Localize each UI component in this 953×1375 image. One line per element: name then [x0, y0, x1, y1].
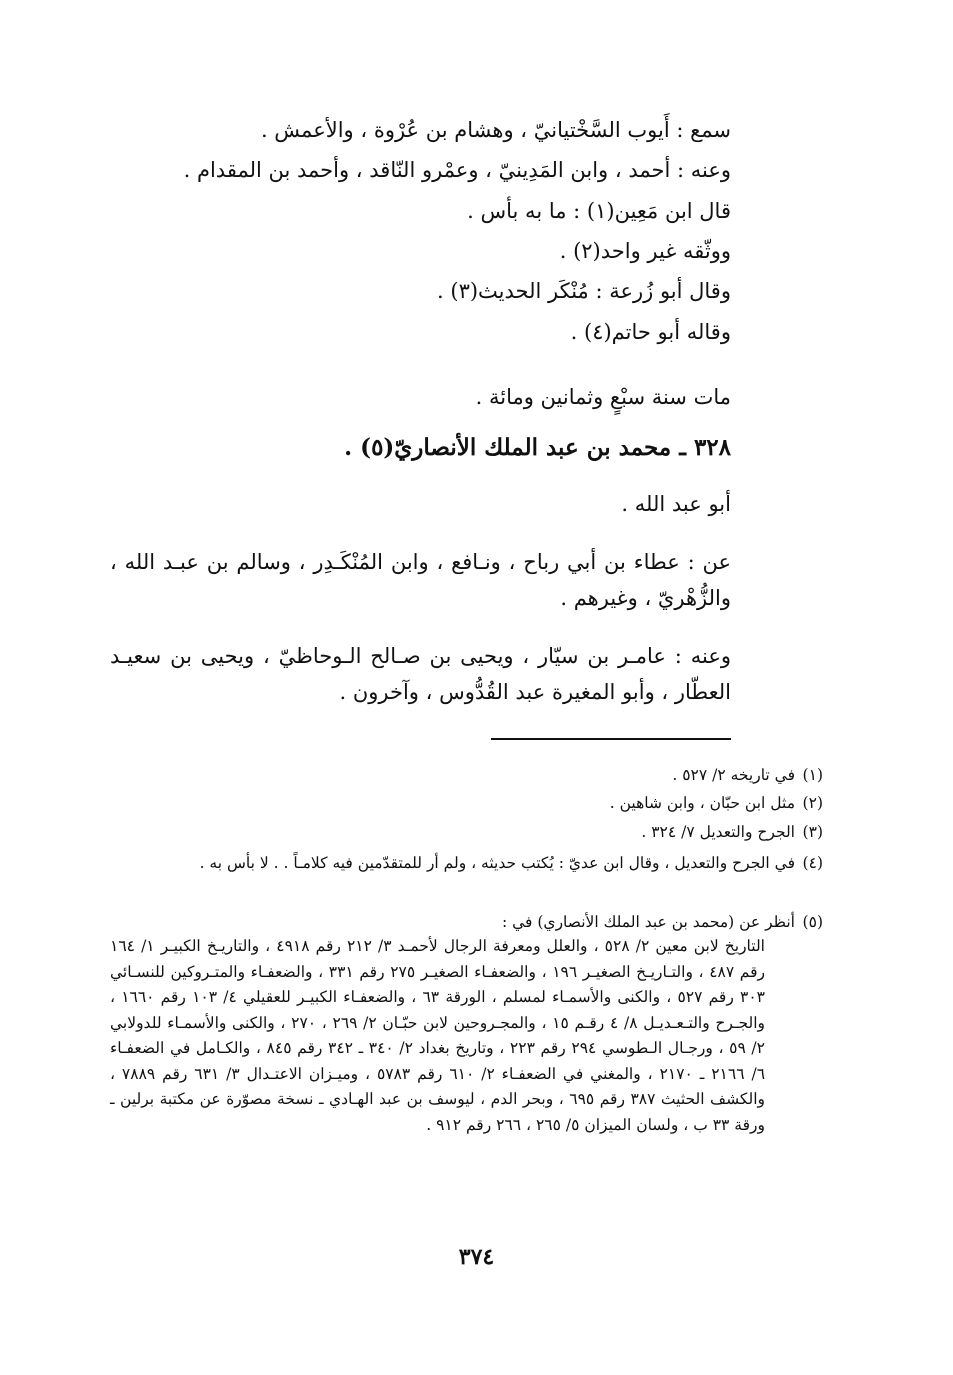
abu-zura-line: وقال أبو زُرعة : مُنْكَر الحديث(٣) .: [437, 279, 731, 303]
footnote-number: (٢): [802, 794, 823, 812]
death-line: مات سنة سبْعٍ وثمانين ومائة .: [475, 385, 731, 409]
page-number: ٣٧٤: [458, 1244, 495, 1270]
students-line: وعنه : أحمد ، وابن المَدِينيّ ، وعمْرو النّاقد ، وأحمد بن المقدام .: [183, 158, 731, 182]
footnote-sources: التاريخ لابن معين ٢/ ٥٢٨ ، والعلل ومعرفة الرجال لأحمـد ٣/ ٢١٢ رقم ٤٩١٨ ، والتاريـخ الكبيـر ١/ ١٦٤ رقم ٤٨٧ ، والتـاريـخ الصغيـر ١٩٦ ، والضعفـاء الصغيـر ٢٧٥ رقم ٣٣١ ، والضعفـاء والمتـروكين للنسـائي ٣٠٣ رقم ٥٢٧ ، والكنى والأسمـاء لمسلم ، الورقة ٦٣ ، والضعفـاء الكبيـر للعقيلي ٤/ ١٠٣ رقم ١٦٦٠ ، والجـرح والتـعـديـل ٨/ ٤ رقـم ١٥ ، والمجـروحين لابن حبّـان ٢/ ٢٦٩ ، ٢٧٠ ، والكنى والأسمـاء للدولابي ٢/ ٥٩ ، ورجـال الـطوسي ٢٩٤ رقم ٢٢٣ ، وتاريخ بغداد ٢/ ٣٤٠ ـ ٣٤٢ رقم ٨٤٥ ، والكـامل في الضعفـاء ٦/ ٢١٦٦ ـ ٢١٧٠ ، والمغني في الضعفـاء ٢/ ٦١٠ رقم ٥٧٨٣ ، وميـزان الاعتـدال ٣/ ٦٣١ رقم ٧٨٨٩ ، والكشف الحثيث ٣٨٧ رقم ٦٩٥ ، وبحر الدم ، ليوسف بن عبد الهـادي ـ نسخة مصوّرة عن مكتبة برلين ـ ورقة ٣٣ ب ، ولسان الميزان ٥/ ٢٦٥ ، ٢٦٦ رقم ٩١٢ .: [110, 937, 766, 1134]
entry-heading: ٣٢٨ ـ محمد بن عبد الملك الأنصاريّ(٥) .: [344, 434, 731, 461]
abu-hatim-line: وقاله أبو حاتم(٤) .: [570, 320, 731, 344]
footnote-number: (٣): [802, 823, 823, 841]
footnote-text: مثل ابن حبّان ، وابن شاهين .: [609, 794, 795, 812]
footnote-text: في الجرح والتعديل ، وقال ابن عديّ : يُكتب حديثه ، ولم أر للمتقدّمين فيه كلامـاً . . لا بأس به .: [199, 854, 795, 872]
footnote-text: في تاريخه ٢/ ٥٢٧ .: [672, 766, 795, 784]
kunya-line: أبو عبد الله .: [621, 492, 731, 516]
footnote-number: (١): [802, 766, 823, 784]
trusted-line: ووثّقه غير واحد(٢) .: [559, 239, 731, 263]
from-paragraph: عن : عطاء بن أبي رباح ، ونـافع ، وابن المُنْكَـدِر ، وسالم بن عبـد الله ، والزُّهْريّ ، وغيرهم .: [110, 550, 731, 610]
footnote-text: الجرح والتعديل ٧/ ٣٢٤ .: [641, 823, 795, 841]
students-paragraph: وعنه : عامـر بن سيّار ، ويحيى بن صـالح الـوحاظيّ ، ويحيى بن سعيـد العطّار ، وأبو المغيرة عبد القُدُّوس ، وآخرون .: [110, 644, 731, 704]
footnote-separator: [491, 738, 731, 740]
heard-from-line: سمع : أَيوب السَّخْتيانيّ ، وهشام بن عُرْوة ، والأعمش .: [260, 118, 731, 142]
footnote-text: أنظر عن (محمد بن عبد الملك الأنصاري) في :: [501, 913, 795, 931]
ibn-main-quote-line: قال ابن مَعِين(١) : ما به بأس .: [467, 199, 731, 223]
footnote-number: (٤): [802, 854, 823, 872]
footnote-number: (٥): [802, 913, 823, 931]
